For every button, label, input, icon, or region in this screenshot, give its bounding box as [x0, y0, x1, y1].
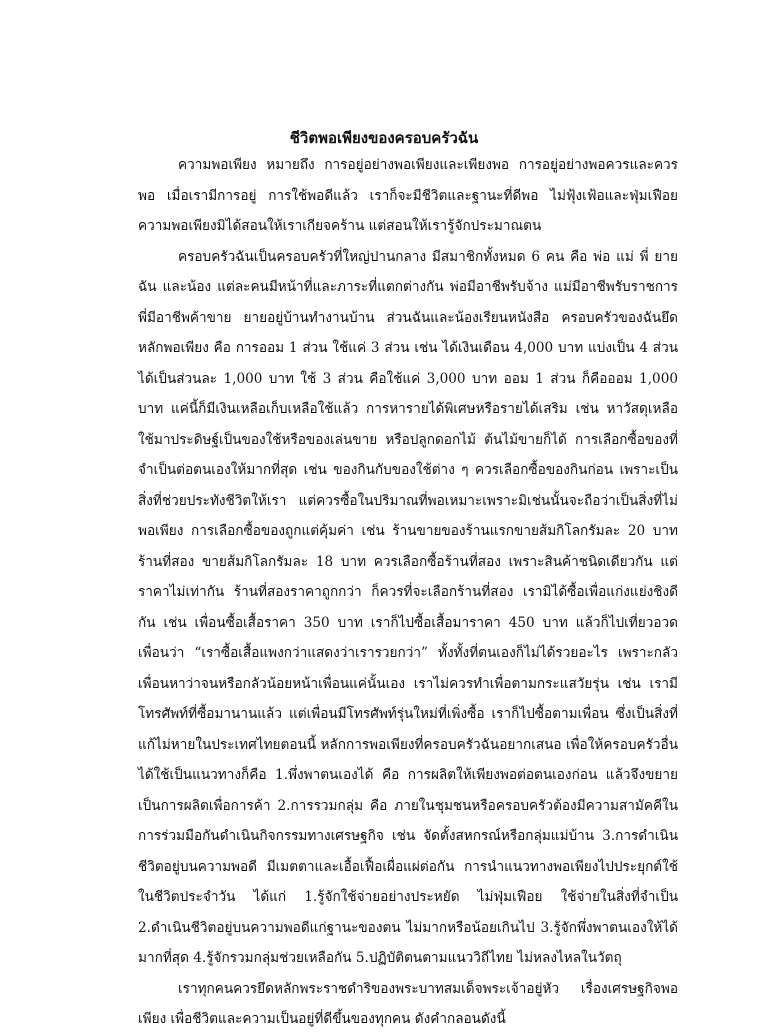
paragraph-family: ครอบครัวฉันเป็นครอบครัวที่ใหญ่ปานกลาง มีสมาชิกทั้งหมด 6 คน คือ พ่อ แม่ พี่ ยาย ฉัน และน้อง แต่ละคนมีหน้าที่และภาระที่แตกต่างกัน พ่อมีอาชีพรับจ้าง แม่มีอาชีพรับราชการ พี่มีอาชีพค้าขาย ยายอยู่บ้านทำงานบ้าน ส่วนฉันและน้องเรียนหนังสือ ครอบครัวของฉันยึดหลักพอเพียง คือ การออม 1 ส่วน ใช้แค่ 3 ส่วน เช่น ได้เงินเดือน 4,000 บาท แบ่งเป็น 4 ส่วน ได้เป็นส่วนละ 1,000 บาท ใช้ 3 ส่วน คือใช้แค่ 3,000 บาท ออม 1 ส่วน ก็คือออม 1,000 บาท แค่นี้ก็มีเงินเหลือเก็บเหลือใช้แล้ว การหารายได้พิเศษหรือรายได้เสริม เช่น หาวัสดุเหลือใช้มาประดิษฐ์เป็นของใช้หรือของเล่นขาย หรือปลูกดอกไม้ ต้นไม้ขายก็ได้ การเลือกซื้อของที่จำเป็นต่อตนเองให้มากที่สุด เช่น ของกินกับของใช้ต่าง ๆ ควรเลือกซื้อของกินก่อน เพราะเป็นสิ่งที่ช่วยประทังชีวิตให้เรา แต่ควรซื้อในปริมาณที่พอเหมาะเพราะมิเช่นนั้นจะถือว่าเป็นสิ่งที่ไม่พอเพียง การเลือกซื้อของถูกแต่คุ้มค่า เช่น ร้านขายของร้านแรกขายส้มกิโลกรัมละ 20 บาท ร้านที่สอง ขายส้มกิโลกรัมละ 18 บาท ควรเลือกซื้อร้านที่สอง เพราะสินค้าชนิดเดียวกัน แต่ราคาไม่เท่ากัน ร้านที่สองราคาถูกกว่า ก็ควรที่จะเลือกร้านที่สอง เรามิได้ซื้อเพื่อแก่งแย่งชิงดีกัน เช่น เพื่อนซื้อเสื้อราคา 350 บาท เราก็ไปซื้อเสื้อมาราคา 450 บาท แล้วก็ไปเที่ยวอวดเพื่อนว่า “เราซื้อเสื้อแพงกว่าแสดงว่าเรารวยกว่า” ทั้งทั้งที่ตนเองก็ไม่ได้รวยอะไร เพราะกลัวเพื่อนหาว่าจนหรือกลัวน้อยหน้าเพื่อนแค่นั้นเอง เราไม่ควรทำเพื่อตามกระแสวัยรุ่น เช่น เรามีโทรศัพท์ที่ซื้อมานานแล้ว แต่เพื่อนมีโทรศัพท์รุ่นใหม่ที่เพิ่งซื้อ เราก็ไปซื้อตามเพื่อน ซึ่งเป็นสิ่งที่แก้ไม่หายในประเทศไทยตอนนี้ หลักการพอเพียงที่ครอบครัวฉันอยากเสนอ เพื่อให้ครอบครัวอื่นได้ใช้เป็นแนวทางก็คือ 1.พึ่งพาตนเองได้ คือ การผลิตให้เพียงพอต่อตนเองก่อน แล้วจึงขยายเป็นการผลิตเพื่อการค้า 2.การรวมกลุ่ม คือ ภายในชุมชนหรือครอบครัวต้องมีความสามัคคีในการร่วมมือกันดำเนินกิจกรรมทางเศรษฐกิจ เช่น จัดตั้งสหกรณ์หรือกลุ่มแม่บ้าน 3.การดำเนินชีวิตอยู่บนความพอดี มีเมตตาและเอื้อเฟื้อเผื่อแผ่ต่อกัน การนำแนวทางพอเพียงไปประยุกต์ใช้ในชีวิตประจำวัน ได้แก่ 1.รู้จักใช้จ่ายอย่างประหยัด ไม่ฟุ่มเฟือย ใช้จ่ายในสิ่งที่จำเป็น 2.ดำเนินชีวิตอยู่บนความพอดีแก่ฐานะของตน ไม่มากหรือน้อยเกินไป 3.รู้จักพึ่งพาตนเองให้ได้มากที่สุด 4.รู้จักรวมกลุ่มช่วยเหลือกัน 5.ปฏิบัติตนตามแนววิถีไทย ไม่หลงไหลในวัตถุ	[138, 248, 678, 966]
paragraph-conclusion: เราทุกคนควรยึดหลักพระราชดำริของพระบาทสมเด็จพระเจ้าอยู่หัว เรื่องเศรษฐกิจพอเพียง เพื่อชีวิตและความเป็นอยู่ที่ดีขึ้นของทุกคน ดังคำกลอนดังนี้	[138, 980, 678, 1027]
paragraph-definition: ความพอเพียง หมายถึง การอยู่อย่างพอเพียงและเพียงพอ การอยู่อย่างพอควรและควรพอ เมื่อเรามีการอยู่ การใช้พอดีแล้ว เราก็จะมีชีวิตและฐานะที่ดีพอ ไม่ฟุ้งเฟ้อและฟุ่มเฟือย ความพอเพียงมิได้สอนให้เราเกียจคร้าน แต่สอนให้เรารู้จักประมาณตน	[138, 157, 678, 234]
document-title: ชีวิตพอเพียงของครอบครัวฉัน	[289, 129, 479, 147]
document-body	[138, 150, 678, 1035]
